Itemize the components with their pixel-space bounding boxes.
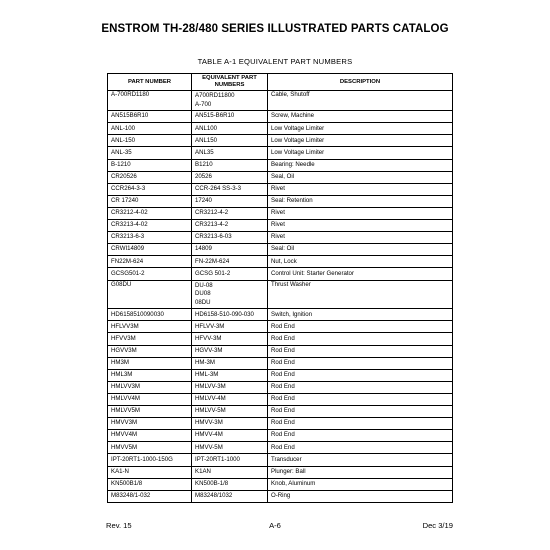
equivalent-part-numbers-cell xyxy=(192,454,268,466)
table-row xyxy=(108,490,453,502)
table-row xyxy=(108,244,453,256)
description-cell: Rod End xyxy=(268,442,453,454)
description-cell: Rod End xyxy=(268,393,453,405)
equivalent-part-numbers-cell xyxy=(192,220,268,232)
part-number-cell: ANL-150 xyxy=(108,135,192,147)
equivalent-part-number: ANL100 xyxy=(195,124,218,132)
equivalent-part-numbers-cell xyxy=(192,91,268,111)
description-cell: Cable, Shutoff xyxy=(268,91,453,111)
part-number-cell: KA1-N xyxy=(108,466,192,478)
table-caption: TABLE A-1 EQUIVALENT PART NUMBERS xyxy=(197,57,353,66)
description-cell: Rivet xyxy=(268,207,453,219)
equivalent-part-numbers-cell xyxy=(192,135,268,147)
description-cell: Low Voltage Limiter xyxy=(268,147,453,159)
equivalent-part-number: B1210 xyxy=(195,160,213,168)
equivalent-part-numbers-cell xyxy=(192,244,268,256)
part-number-cell: HFLVV3M xyxy=(108,321,192,333)
equivalent-part-number: CCR-264 SS-3-3 xyxy=(195,185,242,192)
equivalent-part-number: KN500B-1/8 xyxy=(195,479,229,487)
equivalent-part-numbers-cell xyxy=(192,232,268,244)
description-cell: Rod End xyxy=(268,406,453,418)
part-number-cell: HMVV3M xyxy=(108,418,192,430)
part-number-cell: FN22M-624 xyxy=(108,256,192,268)
equivalent-part-number: 17240 xyxy=(195,197,212,205)
table-row xyxy=(108,333,453,345)
part-number-cell: CR3212-4-02 xyxy=(108,207,192,219)
parts-table-body xyxy=(108,91,453,503)
equivalent-part-number: FN-22M-624 xyxy=(195,257,230,265)
equivalent-part-numbers-cell xyxy=(192,183,268,195)
equivalent-part-numbers-cell xyxy=(192,393,268,405)
description-cell: Plunger: Ball xyxy=(268,466,453,478)
table-row xyxy=(108,171,453,183)
description-cell: Seal: Retention xyxy=(268,195,453,207)
equivalent-part-number: HFLVV-3M xyxy=(195,322,225,330)
column-header-equivalent-part-numbers: EQUIVALENT PART NUMBERS xyxy=(192,74,268,91)
equivalent-part-numbers-cell xyxy=(192,321,268,333)
description-cell: Rod End xyxy=(268,321,453,333)
description-cell: Rivet xyxy=(268,232,453,244)
equivalent-part-number: 20526 xyxy=(195,172,212,180)
equivalent-part-number: HMLVV-5M xyxy=(195,407,226,415)
equivalent-part-number: HMLVV-4M xyxy=(195,395,226,403)
footer-revision: Rev. 15 xyxy=(106,521,132,530)
equivalent-part-numbers-cell xyxy=(192,357,268,369)
equivalent-part-numbers-cell xyxy=(192,418,268,430)
equivalent-part-numbers-cell xyxy=(192,268,268,280)
table-header-row xyxy=(108,74,453,91)
equivalent-part-numbers-cell xyxy=(192,195,268,207)
equivalent-part-numbers-cell xyxy=(192,490,268,502)
part-number-cell: HMLVV5M xyxy=(108,406,192,418)
equivalent-part-numbers-cell xyxy=(192,381,268,393)
equivalent-part-number: HM-3M xyxy=(195,358,215,366)
part-number-cell: HGVV3M xyxy=(108,345,192,357)
description-cell: Thrust Washer xyxy=(268,280,453,309)
table-row xyxy=(108,321,453,333)
equivalent-part-number: HMVV-3M xyxy=(195,419,223,427)
equivalent-part-number: HMLVV-3M xyxy=(195,383,226,391)
part-number-cell: CRWI14809 xyxy=(108,244,192,256)
table-row xyxy=(108,345,453,357)
part-number-cell: HMLVV4M xyxy=(108,393,192,405)
part-number-cell: ANL-35 xyxy=(108,147,192,159)
description-cell: Bearing: Needle xyxy=(268,159,453,171)
equivalent-part-numbers-cell xyxy=(192,280,268,309)
part-number-cell: HD6158510090030 xyxy=(108,309,192,321)
equivalent-part-numbers-cell xyxy=(192,466,268,478)
column-header-part-number: PART NUMBER xyxy=(108,74,192,91)
table-row xyxy=(108,147,453,159)
part-number-cell: CR3213-6-3 xyxy=(108,232,192,244)
part-number-cell: A-700RD1180 xyxy=(108,91,192,111)
table-row xyxy=(108,357,453,369)
footer-date: Dec 3/19 xyxy=(422,521,453,530)
part-number-cell: CR3213-4-02 xyxy=(108,220,192,232)
equivalent-part-numbers-cell xyxy=(192,111,268,123)
description-cell: Seal, Oil xyxy=(268,171,453,183)
equivalent-part-numbers-cell xyxy=(192,442,268,454)
part-number-cell: GCSG501-2 xyxy=(108,268,192,280)
description-cell: Seal: Oil xyxy=(268,244,453,256)
equivalent-part-number: HML-3M xyxy=(195,371,219,378)
footer-page-number: A-6 xyxy=(269,521,281,530)
part-number-cell: HMLVV3M xyxy=(108,381,192,393)
equivalent-part-numbers-cell xyxy=(192,309,268,321)
equivalent-part-number: DU-08 xyxy=(195,281,213,289)
description-cell: Rod End xyxy=(268,430,453,442)
part-number-cell: HFVV3M xyxy=(108,333,192,345)
equivalent-part-number: HD6158-510-090-030 xyxy=(195,310,254,318)
description-cell: Rivet xyxy=(268,220,453,232)
description-cell: Rod End xyxy=(268,418,453,430)
equivalent-part-numbers-cell xyxy=(192,159,268,171)
table-row xyxy=(108,183,453,195)
equivalent-part-numbers-cell xyxy=(192,430,268,442)
description-cell: Rod End xyxy=(268,357,453,369)
table-row xyxy=(108,442,453,454)
equivalent-part-numbers-cell xyxy=(192,123,268,135)
part-number-cell: HMVV4M xyxy=(108,430,192,442)
equivalent-part-number: IPT-20RT1-1000 xyxy=(195,455,240,463)
description-cell: Rod End xyxy=(268,345,453,357)
equivalent-part-number: ANL150 xyxy=(195,136,218,144)
equivalent-part-numbers-cell xyxy=(192,256,268,268)
table-row xyxy=(108,280,453,309)
table-row xyxy=(108,406,453,418)
table-row xyxy=(108,159,453,171)
equivalent-part-number: A-700 xyxy=(195,100,212,108)
table-row xyxy=(108,207,453,219)
equivalent-part-numbers-cell xyxy=(192,171,268,183)
parts-table xyxy=(107,73,453,503)
description-cell: Low Voltage Limiter xyxy=(268,123,453,135)
equivalent-part-number: HMVV-5M xyxy=(195,443,223,451)
equivalent-part-number: HMVV-4M xyxy=(195,431,223,439)
table-row xyxy=(108,381,453,393)
description-cell: O-Ring xyxy=(268,490,453,502)
equivalent-part-numbers-cell xyxy=(192,345,268,357)
description-cell: Rod End xyxy=(268,381,453,393)
equivalent-part-number: ANL35 xyxy=(195,148,214,156)
equivalent-part-number: HGVV-3M xyxy=(195,346,223,354)
description-cell: Rivet xyxy=(268,183,453,195)
part-number-cell: KN500B1/8 xyxy=(108,478,192,490)
equivalent-part-number: HFVV-3M xyxy=(195,334,222,342)
equivalent-part-number: AN515-B6R10 xyxy=(195,112,235,120)
equivalent-part-numbers-cell xyxy=(192,147,268,159)
table-row xyxy=(108,123,453,135)
equivalent-part-numbers-cell xyxy=(192,369,268,381)
equivalent-part-number: 08DU xyxy=(195,298,211,306)
equivalent-part-numbers-cell xyxy=(192,333,268,345)
part-number-cell: HM3M xyxy=(108,357,192,369)
table-row xyxy=(108,466,453,478)
description-cell: Transducer xyxy=(268,454,453,466)
equivalent-part-number: CR3212-4-2 xyxy=(195,209,229,217)
table-row xyxy=(108,369,453,381)
equivalent-part-number: CR3213-4-2 xyxy=(195,221,229,229)
description-cell: Screw, Machine xyxy=(268,111,453,123)
equivalent-part-number: A700RD11800 xyxy=(195,92,235,99)
table-row xyxy=(108,135,453,147)
description-cell: Rod End xyxy=(268,333,453,345)
description-cell: Knob, Aluminum xyxy=(268,478,453,490)
part-number-cell: HMVV5M xyxy=(108,442,192,454)
equivalent-part-numbers-cell xyxy=(192,406,268,418)
equivalent-part-number: K1AN xyxy=(195,467,211,475)
equivalent-part-number: DU08 xyxy=(195,290,211,298)
table-row xyxy=(108,256,453,268)
description-cell: Nut, Lock xyxy=(268,256,453,268)
part-number-cell: CR 17240 xyxy=(108,195,192,207)
equivalent-part-number: GCSG 501-2 xyxy=(195,269,231,277)
table-row xyxy=(108,454,453,466)
part-number-cell: B-1210 xyxy=(108,159,192,171)
description-cell: Low Voltage Limiter xyxy=(268,135,453,147)
table-row xyxy=(108,309,453,321)
description-cell: Control Unit: Starter Generator xyxy=(268,268,453,280)
equivalent-part-numbers-cell xyxy=(192,207,268,219)
description-cell: Switch, Ignition xyxy=(268,309,453,321)
table-row xyxy=(108,268,453,280)
table-row xyxy=(108,111,453,123)
equivalent-part-number: 14809 xyxy=(195,245,212,253)
equivalent-part-numbers-cell xyxy=(192,478,268,490)
part-number-cell: CR20526 xyxy=(108,171,192,183)
table-row xyxy=(108,232,453,244)
part-number-cell: M83248/1-032 xyxy=(108,490,192,502)
document-title: ENSTROM TH-28/480 SERIES ILLUSTRATED PARTS CATALOG xyxy=(101,23,449,35)
part-number-cell: HML3M xyxy=(108,369,192,381)
description-cell: Rod End xyxy=(268,369,453,381)
part-number-cell: ANL-100 xyxy=(108,123,192,135)
table-row xyxy=(108,220,453,232)
table-row xyxy=(108,478,453,490)
table-row xyxy=(108,195,453,207)
part-number-cell: AN515B6R10 xyxy=(108,111,192,123)
equivalent-part-number: CR3213-6-03 xyxy=(195,233,232,241)
part-number-cell: G08DU xyxy=(108,280,192,309)
column-header-description: DESCRIPTION xyxy=(268,74,453,91)
table-row xyxy=(108,393,453,405)
equivalent-part-number: M83248/1032 xyxy=(195,491,233,499)
table-row xyxy=(108,430,453,442)
table-row xyxy=(108,91,453,111)
part-number-cell: IPT-20RT1-1000-150G xyxy=(108,454,192,466)
part-number-cell: CCR264-3-3 xyxy=(108,183,192,195)
table-row xyxy=(108,418,453,430)
